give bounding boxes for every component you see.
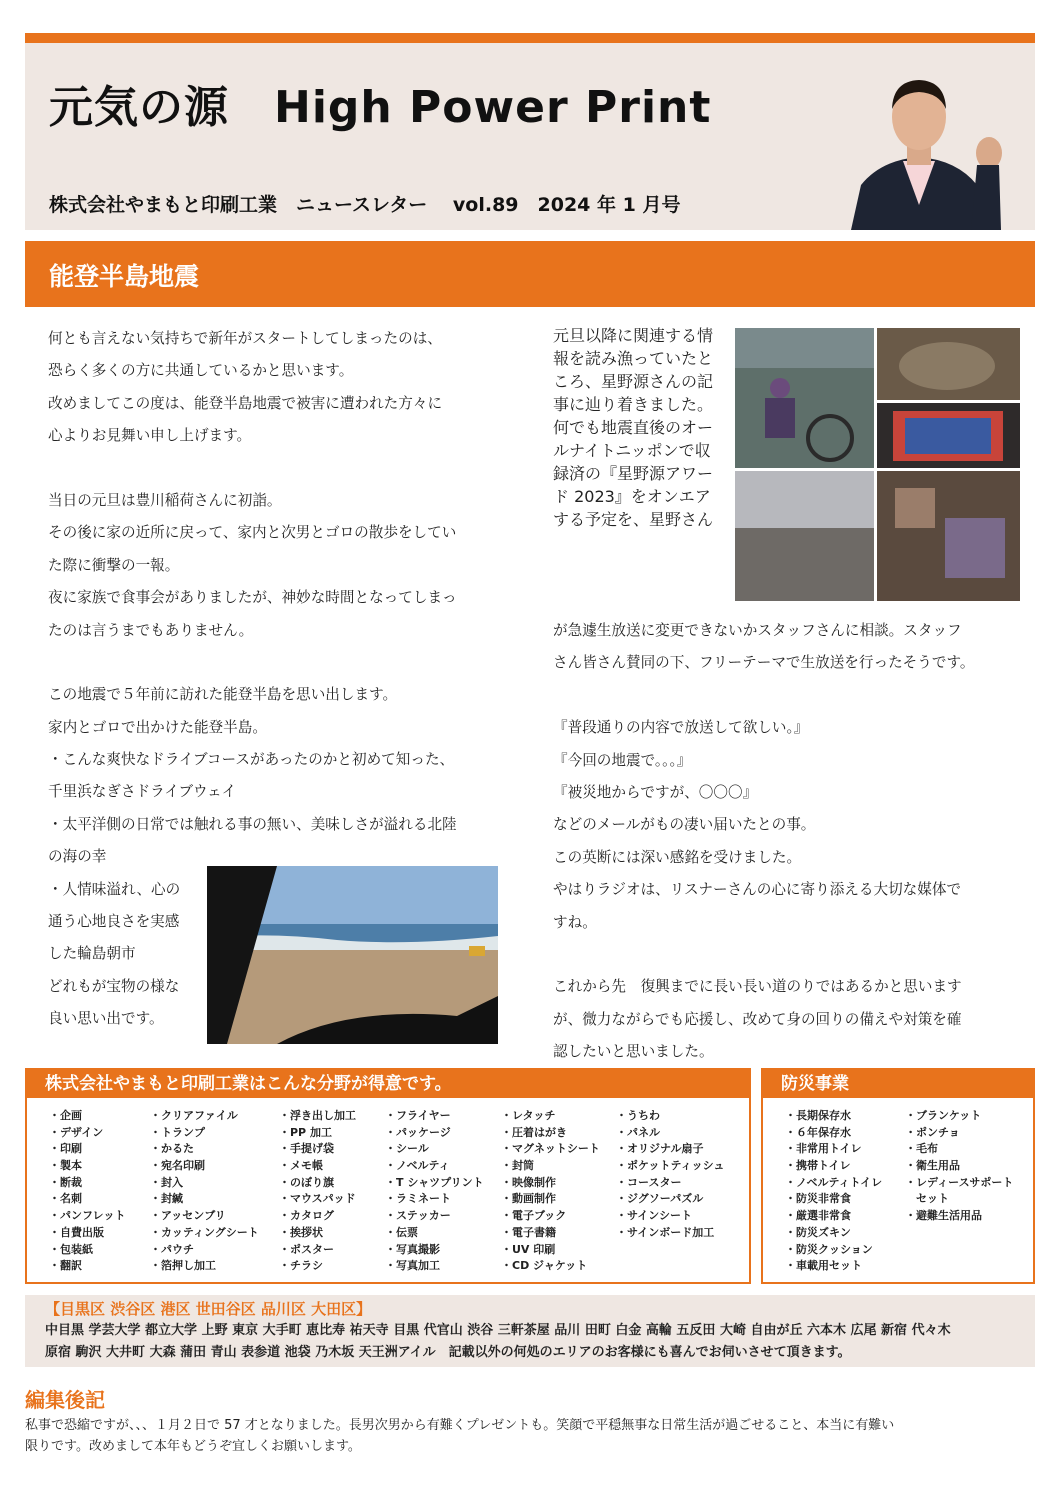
- article-right-top-column: [553, 323, 728, 530]
- article-line: などのメールがもの凄い届いたとの事。: [553, 816, 816, 834]
- article-line: 家内とゴロで出かけた能登半島。: [48, 718, 267, 736]
- article-line: 何でも地震直後のオー: [553, 418, 714, 437]
- article-line: ・太平洋側の日常では触れる事の無い、美味しさが溢れる北陸: [48, 815, 457, 833]
- newsletter-subtitle: 株式会社やまもと印刷工業 ニュースレター vol.89 2024 年 1 月号: [49, 194, 681, 216]
- article-line: どれもが宝物の様な: [48, 977, 180, 995]
- list-item: ・６年保存水: [785, 1125, 851, 1139]
- article-line: 認したいと思いました。: [553, 1043, 714, 1061]
- list-item: ・長期保存水: [785, 1109, 851, 1122]
- author-portrait: [831, 65, 1007, 230]
- list-item: ・カタログ: [279, 1209, 334, 1223]
- list-item: ・電子書籍: [501, 1225, 556, 1239]
- article-line: 恐らく多くの方に共通しているかと思います。: [48, 362, 354, 380]
- list-item: ・サインシート: [616, 1209, 692, 1223]
- list-item: セット: [905, 1192, 950, 1206]
- article-line: やはりラジオは、リスナーさんの心に寄り添える大切な媒体で: [553, 881, 962, 899]
- list-item: ・パネル: [616, 1125, 660, 1139]
- list-item: ・非常用トイレ: [785, 1142, 862, 1156]
- list-item: ・衛生用品: [905, 1159, 961, 1173]
- article-line: ・人情味溢れ、心の: [48, 880, 181, 898]
- list-item: ・デザイン: [49, 1125, 104, 1139]
- list-item: ・箔押し加工: [150, 1259, 216, 1273]
- newsletter-title: 元気の源 High Power Print: [49, 82, 712, 133]
- article-line: 『被災地からですが、〇〇〇』: [553, 783, 758, 801]
- list-item: ・断裁: [49, 1175, 82, 1189]
- list-item: ・ポスター: [279, 1242, 334, 1256]
- list-item: ・アッセンブリ: [150, 1209, 226, 1223]
- list-item: ・パウチ: [150, 1242, 194, 1256]
- list-item: ・レディースサポート: [905, 1175, 1014, 1189]
- list-item: ・名刺: [49, 1192, 82, 1206]
- article-line: が、微力ながらでも応援し、改めて身の回りの備えや対策を確: [553, 1010, 962, 1028]
- article-line: 通う心地良さを実感: [48, 913, 180, 931]
- list-item: ・マウスパッド: [279, 1192, 356, 1206]
- list-item: ・封筒: [501, 1159, 534, 1173]
- list-item: ・UV 印刷: [501, 1242, 556, 1256]
- article-line: 当日の元旦は豊川稲荷さんに初詣。: [48, 491, 282, 509]
- list-item: ・マグネットシート: [501, 1142, 600, 1156]
- list-column: [150, 1108, 279, 1275]
- list-item: ・ポケットティッシュ: [616, 1159, 725, 1173]
- list-item: ・宛名印刷: [150, 1159, 205, 1173]
- list-item: ・防災クッション: [785, 1242, 873, 1256]
- list-column: [385, 1108, 501, 1275]
- article-line: これから先 復興までに長い長い道のりではあるかと思います: [553, 978, 962, 996]
- list-item: ・動画制作: [501, 1192, 556, 1206]
- service-area-line: 原宿 駒沢 大井町 大森 蒲田 青山 表参道 池袋 乃木坂 天王洲アイル 記載以外の何処のエリアのお客様にも喜んでお伺いさせて頂きます。: [45, 1345, 851, 1360]
- list-item: ・携帯トイレ: [785, 1159, 851, 1173]
- article-line: [48, 453, 503, 485]
- list-item: ・電子ブック: [501, 1209, 567, 1223]
- article-line: 良い思い出です。: [48, 1010, 164, 1028]
- editor-note-body: [25, 1415, 1035, 1457]
- article-line: その後に家の近所に戻って、家内と次男とゴロの散歩をしてい: [48, 524, 457, 542]
- list-item: ・チラシ: [279, 1259, 323, 1273]
- article-line: 夜に家族で食事会がありましたが、神妙な時間となってしまっ: [48, 589, 457, 607]
- list-column: [785, 1108, 905, 1275]
- list-item: ・シール: [385, 1142, 429, 1156]
- article-line: [553, 939, 1013, 971]
- article-narrow-block: [48, 874, 208, 1036]
- editor-note-line: 限りです。改めまして本年もどうぞ宜しくお願いします。: [25, 1439, 361, 1454]
- list-item: ・封入: [150, 1175, 183, 1189]
- article-line: ・こんな爽快なドライブコースがあったのかと初めて知った、: [48, 751, 455, 769]
- list-item: ・カッティングシート: [150, 1225, 259, 1239]
- list-item: ・ラミネート: [385, 1192, 451, 1206]
- section-title-bar: [25, 241, 1035, 307]
- list-item: ・かるた: [150, 1142, 194, 1156]
- article-right-column: [553, 615, 1013, 1068]
- list-column: [279, 1108, 385, 1275]
- list-item: ・印刷: [49, 1142, 82, 1156]
- list-item: ・製本: [49, 1159, 82, 1173]
- article-line: た際に衝撃の一報。: [48, 556, 180, 574]
- beach-drive-photo: [207, 866, 498, 1044]
- list-item: ・CD ジャケット: [501, 1259, 588, 1273]
- article-line: 心よりお見舞い申し上げます。: [48, 427, 252, 445]
- list-item: ・自費出版: [49, 1225, 104, 1239]
- list-item: ・映像制作: [501, 1175, 556, 1189]
- article-line: たのは言うまでもありません。: [48, 621, 254, 639]
- list-item: ・手提げ袋: [279, 1142, 334, 1156]
- list-item: ・写真加工: [385, 1259, 440, 1273]
- list-item: ・メモ帳: [279, 1159, 323, 1173]
- article-line: ド 2023』をオンエア: [553, 487, 711, 506]
- editor-note-line: 私事で恐縮ですが、、、１月２日で 57 才となりました。長男次男から有難くプレゼントも。笑顔で平穏無事な日常生活が過ごせること、本当に有難い: [25, 1418, 895, 1433]
- list-item: ・ステッカー: [385, 1209, 451, 1223]
- list-item: ・企画: [49, 1109, 82, 1122]
- service-area-line: 中目黒 学芸大学 都立大学 上野 東京 大手町 恵比寿 祐天寺 目黒 代官山 渋谷 三軒茶屋 品川 田町 白金 高輪 五反田 大崎 自由が丘 六本木 広尾 新宿 代々木: [45, 1323, 951, 1338]
- article-line: ころ、星野源さんの記: [553, 372, 714, 391]
- article-line: この地震で５年前に訪れた能登半島を思い出します。: [48, 686, 398, 704]
- editor-note-title: 編集後記: [25, 1388, 105, 1412]
- list-item: ・防災ズキン: [785, 1225, 851, 1239]
- list-item: ・ポンチョ: [905, 1125, 960, 1139]
- list-item: ・トランプ: [150, 1125, 205, 1139]
- disaster-box: [761, 1068, 1035, 1284]
- list-item: ・レタッチ: [501, 1109, 556, 1122]
- list-item: ・ブランケット: [905, 1109, 982, 1122]
- list-item: ・浮き出し加工: [279, 1109, 356, 1122]
- list-item: ・T シャツプリント: [385, 1175, 484, 1189]
- list-item: ・のぼり旗: [279, 1175, 334, 1189]
- list-item: ・オリジナル扇子: [616, 1142, 704, 1156]
- list-item: ・写真撮影: [385, 1242, 440, 1256]
- article-line: の海の幸: [48, 848, 107, 866]
- list-item: ・パッケージ: [385, 1125, 451, 1139]
- list-item: ・防災非常食: [785, 1192, 851, 1206]
- article-line: 『普段通りの内容で放送して欲しい。』: [553, 719, 809, 737]
- disaster-title: 防災事業: [763, 1070, 1033, 1098]
- list-column: [905, 1108, 1033, 1275]
- list-item: ・避難生活用品: [905, 1209, 983, 1223]
- list-column: [49, 1108, 150, 1275]
- list-item: ・うちわ: [616, 1109, 660, 1122]
- article-line: 報を読み漁っていたと: [553, 349, 714, 368]
- list-item: ・ノベルティトイレ: [785, 1175, 883, 1189]
- list-item: ・コースター: [616, 1175, 682, 1189]
- article-line: 録済の『星野源アワー: [553, 464, 714, 483]
- list-item: ・サインボード加工: [616, 1225, 715, 1239]
- article-line: する予定を、星野さん: [553, 510, 714, 529]
- list-item: ・圧着はがき: [501, 1125, 567, 1139]
- article-line: ルナイトニッポンで収: [553, 441, 711, 460]
- list-column: [501, 1108, 616, 1275]
- article-line: した輪島朝市: [48, 945, 136, 963]
- list-item: ・厳選非常食: [785, 1209, 851, 1223]
- list-item: ・パンフレット: [49, 1209, 126, 1223]
- service-area-box: [25, 1295, 1035, 1367]
- article-line: 事に辿り着きました。: [553, 395, 714, 414]
- article-line: 千里浜なぎさドライブウェイ: [48, 783, 237, 801]
- list-item: ・車載用セット: [785, 1259, 862, 1273]
- article-line: が急遽生放送に変更できないかスタッフさんに相談。スタッフ: [553, 622, 962, 639]
- article-line: 元旦以降に関連する情: [553, 326, 714, 345]
- disaster-list: [763, 1098, 1033, 1275]
- section-title: 能登半島地震: [49, 262, 200, 291]
- services-box: [25, 1068, 751, 1284]
- list-column: [616, 1108, 726, 1275]
- article-line: 『今回の地震で。。。』: [553, 751, 692, 769]
- list-item: ・ノベルティ: [385, 1159, 450, 1173]
- list-item: ・クリアファイル: [150, 1109, 238, 1122]
- list-item: ・包装紙: [49, 1242, 93, 1256]
- article-line: さん皆さん賛同の下、フリーテーマで生放送を行ったそうです。: [553, 654, 975, 672]
- list-item: ・PP 加工: [279, 1125, 332, 1139]
- list-item: ・伝票: [385, 1225, 418, 1239]
- list-item: ・挨拶状: [279, 1225, 323, 1239]
- article-line: [48, 647, 503, 679]
- list-item: ・毛布: [905, 1142, 939, 1156]
- article-line: 改めましてこの度は、能登半島地震で被害に遭われた方々に: [48, 394, 443, 412]
- article-line: この英断には深い感銘を受けました。: [553, 848, 802, 866]
- top-accent-rule: [25, 33, 1035, 43]
- wajima-photo-collage: [735, 328, 1020, 601]
- services-list: [27, 1098, 749, 1275]
- list-item: ・フライヤー: [385, 1109, 451, 1122]
- service-area-title: 【目黒区 渋谷区 港区 世田谷区 品川区 大田区】: [45, 1300, 372, 1318]
- newsletter-header: [25, 43, 1035, 230]
- article-line: [553, 680, 1013, 712]
- list-item: ・翻訳: [49, 1259, 82, 1273]
- list-item: ・ジグソーパズル: [616, 1192, 704, 1206]
- list-item: ・封緘: [150, 1192, 183, 1206]
- article-line: 何とも言えない気持ちで新年がスタートしてしまったのは、: [48, 330, 442, 347]
- services-title: 株式会社やまもと印刷工業はこんな分野が得意です。: [27, 1070, 749, 1098]
- article-line: すね。: [553, 913, 597, 931]
